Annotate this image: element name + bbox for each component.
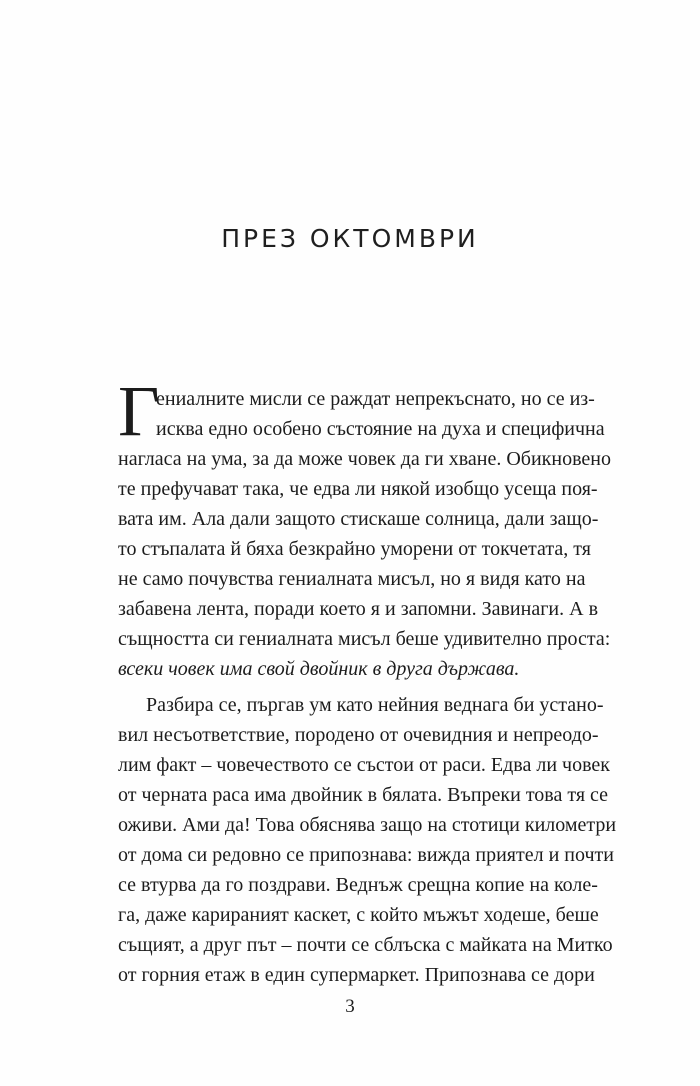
text-line: то стъпалата й бяха безкрайно уморени от токчетата, тя: [118, 538, 591, 560]
text-line: вил несъответствие, породено от очевидния и непреодо-: [118, 724, 599, 746]
text-line-italic: [118, 654, 582, 684]
text-line: исква едно особено състояние на духа и специфична: [156, 418, 605, 440]
text-line: от горния етаж в един супермаркет. Припознава се дори: [118, 964, 595, 986]
text-line: от черната раса има двойник в бялата. Въпреки това тя се: [118, 784, 609, 806]
drop-cap: Г: [118, 371, 160, 451]
text-line: ениалните мисли се раждат непрекъснато, но се из-: [156, 388, 595, 410]
text-line: същият, а друг път – почти се сблъска с майката на Митко: [118, 934, 613, 956]
text-line: от дома си редовно се припознава: вижда приятел и почти: [118, 844, 614, 866]
text-line: вата им. Ала дали защото стискаше солница, дали защо-: [118, 508, 599, 530]
text-line: се втурва да го поздрави. Веднъж срещна копие на коле-: [118, 874, 598, 896]
italic-phrase: всеки човек има свой двойник в друга държава.: [118, 658, 520, 680]
text-line: не само почувства гениалната мисъл, но я видя като на: [118, 568, 586, 590]
chapter-title: ПРЕЗ ОКТОМВРИ: [221, 224, 479, 253]
text-line: Разбира се, пъргав ум като нейния веднага би устано-: [146, 694, 604, 716]
text-line: оживи. Ами да! Това обяснява защо на стотици километри: [118, 814, 617, 836]
text-line: лим факт – човечеството се състои от раси. Едва ли човек: [118, 754, 611, 776]
page-number: 3: [345, 996, 355, 1017]
text-line: забавена лента, поради което я и запомни. Завинаги. А в: [118, 598, 599, 620]
text-line: те префучават така, че едва ли някой изобщо усеща поя-: [118, 478, 598, 500]
text-line: същността си гениалната мисъл беше удивително проста:: [118, 628, 611, 650]
text-line: нагласа на ума, за да може човек да ги хване. Обикновено: [118, 448, 611, 470]
text-line: га, даже карираният каскет, с който мъжът ходеше, беше: [118, 904, 599, 926]
